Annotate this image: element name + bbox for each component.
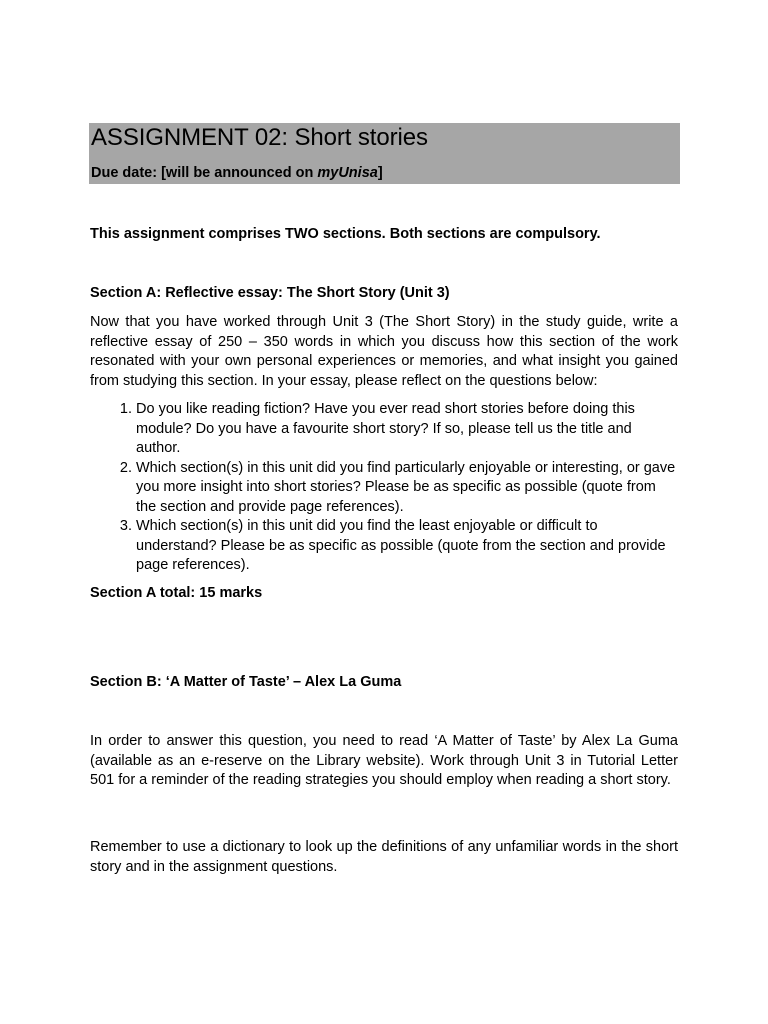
section-a-total: Section A total: 15 marks: [90, 585, 263, 601]
assignment-title: ASSIGNMENT 02: Short stories: [91, 124, 428, 151]
question-item: 3. Which section(s) in this unit did you find the least enjoyable or difficult to understand? Please be as specific as possible (quote from the section and provide page references).: [136, 517, 678, 576]
question-item: 1. Do you like reading fiction? Have you ever read short stories before doing this module? Do you have a favourite short story? If so, please tell us the title and author.: [136, 400, 678, 459]
section-a-heading: Section A: Reflective essay: The Short Story (Unit 3): [90, 285, 450, 301]
intro-statement: This assignment comprises TWO sections. Both sections are compulsory.: [90, 226, 601, 242]
due-date: [91, 164, 383, 182]
question-item: 2. Which section(s) in this unit did you find particularly enjoyable or interesting, or gave you more insight into short stories? Please be as specific as possible (quote from the section and provide page references).: [136, 459, 678, 518]
assignment-header: [89, 123, 680, 184]
due-date-prefix: Due date: [will be announced on: [91, 165, 318, 181]
section-a-questions: [90, 400, 678, 576]
due-date-suffix: ]: [377, 165, 383, 181]
section-b-paragraph-2: Remember to use a dictionary to look up the definitions of any unfamiliar words in the short story and in the assignment questions.: [90, 839, 678, 875]
due-date-platform: myUnisa: [317, 165, 378, 181]
section-b-paragraph-1: In order to answer this question, you need to read ‘A Matter of Taste’ by Alex La Guma (available as an e-reserve on the Library website). Work through Unit 3 in Tutorial Letter 501 for a reminder of the reading strategies you should employ when reading a short story.: [90, 733, 678, 788]
section-a-paragraph: Now that you have worked through Unit 3 (The Short Story) in the study guide, write a reflective essay of 250 – 350 words in which you discuss how this section of the work resonated with your own personal experiences or memories, and what insight you gained from studying this section. In your essay, please reflect on the questions below:: [90, 314, 678, 389]
section-b-heading: Section B: ‘A Matter of Taste’ – Alex La Guma: [90, 674, 402, 690]
